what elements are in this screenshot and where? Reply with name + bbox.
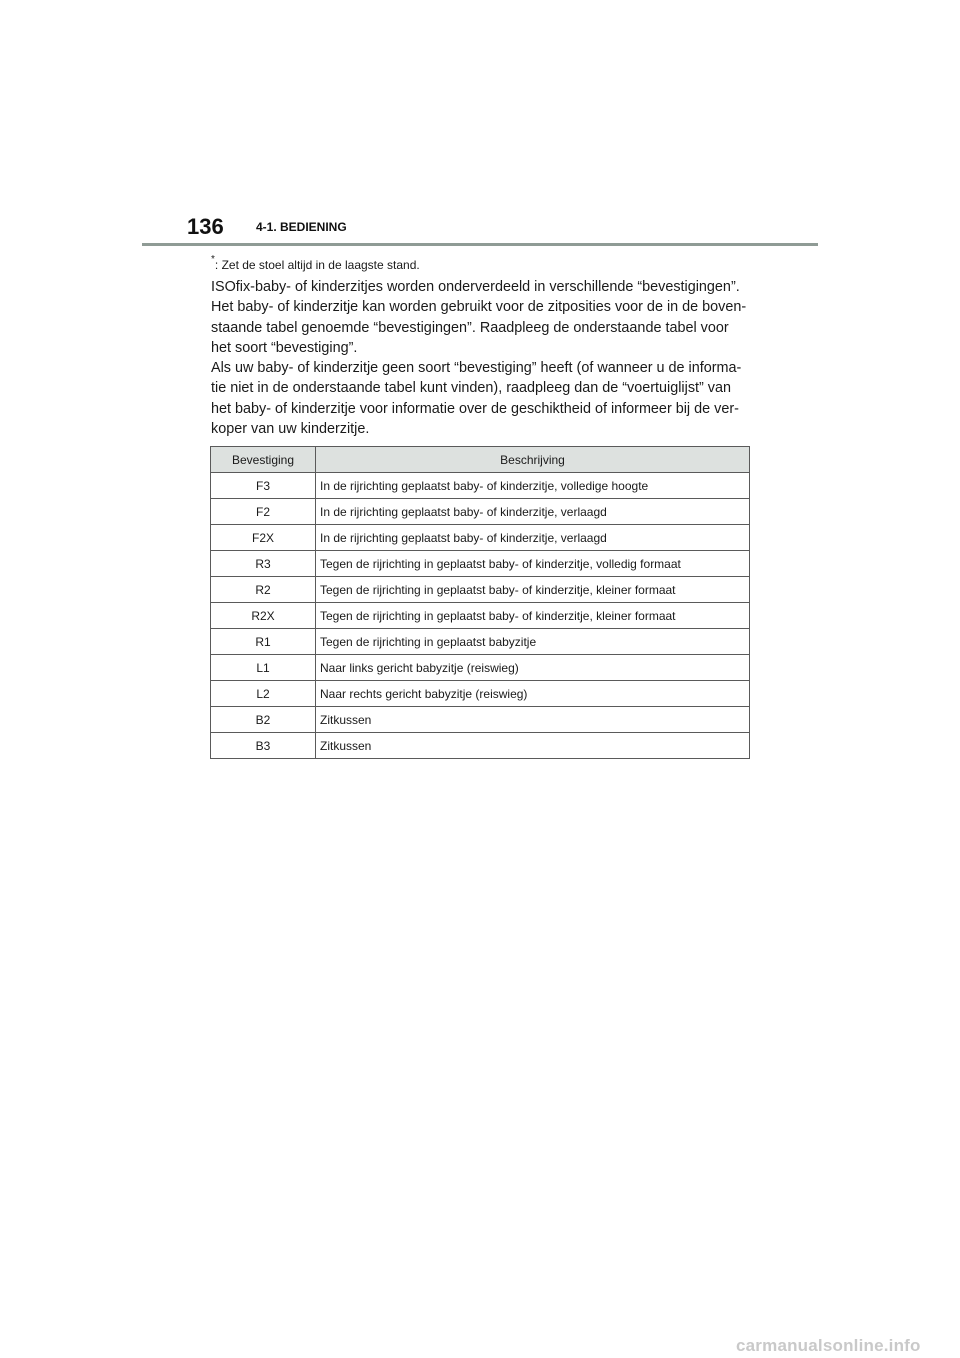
fixture-code: R2X xyxy=(211,603,316,629)
table-row xyxy=(211,603,750,629)
footnote-marker: * xyxy=(211,254,215,265)
fixture-description: Naar rechts gericht babyzitje (reiswieg) xyxy=(316,681,750,707)
table-row xyxy=(211,499,750,525)
column-header-beschrijving: Beschrijving xyxy=(316,447,750,473)
table-row xyxy=(211,525,750,551)
table-row xyxy=(211,655,750,681)
body-line: koper van uw kinderzitje. xyxy=(211,421,370,438)
fixture-code: F3 xyxy=(211,473,316,499)
body-line: het baby- of kinderzitje voor informatie over de geschiktheid of informeer bij de ver- xyxy=(211,400,739,417)
table-row xyxy=(211,551,750,577)
fixture-table xyxy=(210,446,750,759)
fixture-description: Zitkussen xyxy=(316,707,750,733)
fixture-code: B3 xyxy=(211,733,316,759)
table-row xyxy=(211,577,750,603)
fixture-code: B2 xyxy=(211,707,316,733)
fixture-code: L2 xyxy=(211,681,316,707)
fixture-code: R2 xyxy=(211,577,316,603)
table-row xyxy=(211,681,750,707)
body-text xyxy=(211,277,756,439)
fixture-description: Zitkussen xyxy=(316,733,750,759)
table-row xyxy=(211,707,750,733)
body-line: ISOfix-baby- of kinderzitjes worden onderverdeeld in verschillende “bevestigingen”. xyxy=(211,279,740,295)
fixture-description: Naar links gericht babyzitje (reiswieg) xyxy=(316,655,750,681)
footnote xyxy=(211,252,420,275)
section-title: 4-1. BEDIENING xyxy=(256,220,347,234)
table-row xyxy=(211,473,750,499)
body-line: Het baby- of kinderzitje kan worden gebruikt voor de zitposities voor de in de boven- xyxy=(211,299,747,316)
fixture-description: In de rijrichting geplaatst baby- of kinderzitje, volledige hoogte xyxy=(316,473,750,499)
body-line: het soort “bevestiging”. xyxy=(211,339,358,356)
fixture-code: R3 xyxy=(211,551,316,577)
body-line: staande tabel genoemde “bevestigingen”. Raadpleeg de onderstaande tabel voor xyxy=(211,319,729,336)
watermark: carmanualsonline.info xyxy=(736,1336,921,1355)
fixture-description: Tegen de rijrichting in geplaatst baby- of kinderzitje, volledig formaat xyxy=(316,551,750,577)
table-header-row xyxy=(211,447,750,473)
fixture-description: In de rijrichting geplaatst baby- of kinderzitje, verlaagd xyxy=(316,525,750,551)
fixture-description: Tegen de rijrichting in geplaatst baby- of kinderzitje, kleiner formaat xyxy=(316,577,750,603)
fixture-code: R1 xyxy=(211,629,316,655)
fixture-code: F2 xyxy=(211,499,316,525)
fixture-description: Tegen de rijrichting in geplaatst babyzitje xyxy=(316,629,750,655)
body-line: Als uw baby- of kinderzitje geen soort “bevestiging” heeft (of wanneer u de informa- xyxy=(211,360,742,377)
fixture-code: F2X xyxy=(211,525,316,551)
table-row xyxy=(211,629,750,655)
footnote-text: : Zet de stoel altijd in de laagste stand. xyxy=(214,258,420,272)
fixture-code: L1 xyxy=(211,655,316,681)
table-row xyxy=(211,733,750,759)
body-line: tie niet in de onderstaande tabel kunt vinden), raadpleeg dan de “voertuiglijst” van xyxy=(211,380,732,397)
fixture-description: Tegen de rijrichting in geplaatst baby- of kinderzitje, kleiner formaat xyxy=(316,603,750,629)
column-header-bevestiging: Bevestiging xyxy=(211,447,316,473)
page-number: 136 xyxy=(187,214,224,239)
header-divider xyxy=(142,243,818,246)
fixture-description: In de rijrichting geplaatst baby- of kinderzitje, verlaagd xyxy=(316,499,750,525)
